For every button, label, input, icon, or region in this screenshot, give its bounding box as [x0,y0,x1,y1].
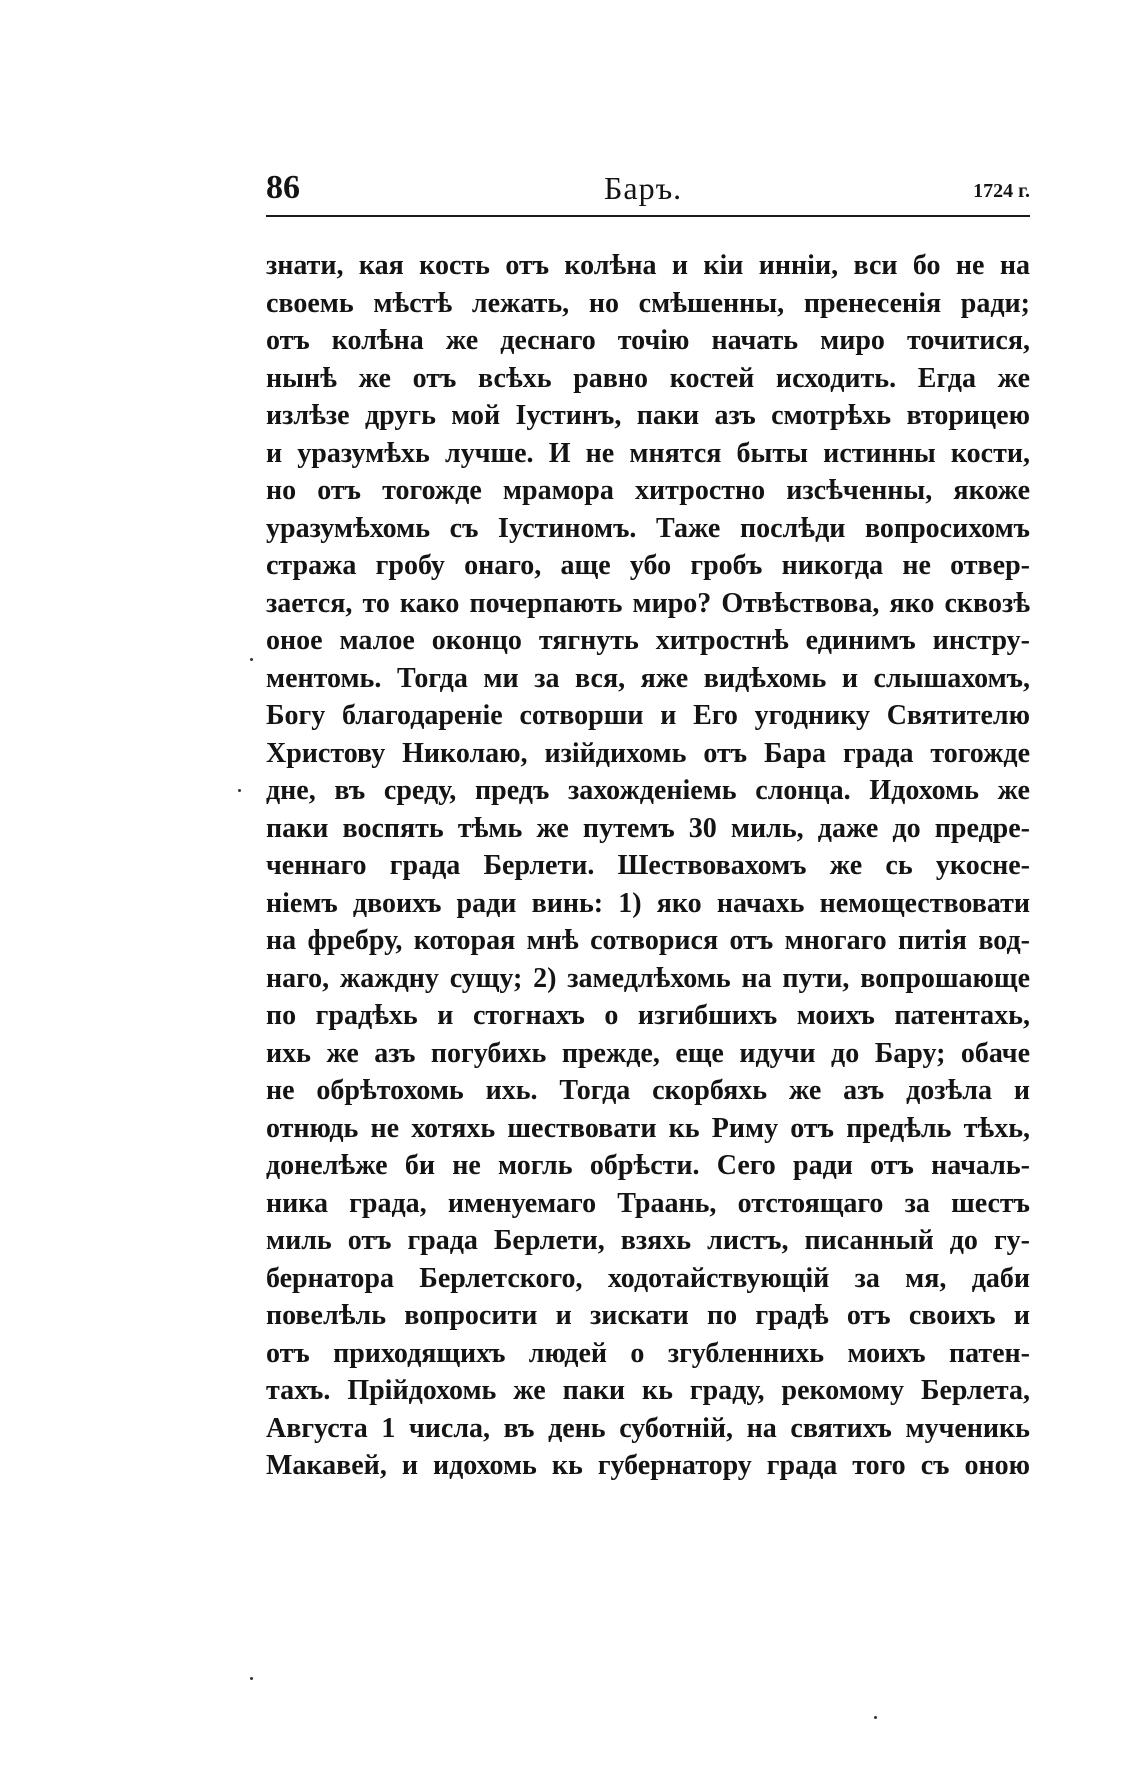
text-line: излѣзе другь мой Іустинъ, паки азъ смотрѣхь вторицею [266,400,1030,431]
text-line: ихь же азъ погубихь прежде, еще идучи до Бару; обаче [266,1037,1030,1069]
text-line: Богу благодареніе сотворши и Его угоднику Святителю [266,700,1030,731]
text-line: и уразумѣхь лучше. И не мнятся быты истинны кости, [266,437,1030,469]
scan-speck [250,1677,253,1680]
text-line: повелѣль вопросити и зискати по градѣ отъ своихъ и [266,1300,1030,1331]
scan-speck [238,789,241,792]
running-title: Баръ. [604,170,683,206]
text-line: Макавей, и идохомь кь губернатору града того съ оною [266,1450,1030,1481]
text-line: миль отъ града Берлети, взяхь листъ, писанный до гу- [266,1225,1030,1256]
text-line: бернатора Берлетского, ходотайствующій за мя, даби [266,1262,1030,1294]
text-line: на фребру, которая мнѣ сотворися отъ многаго питія вод- [266,925,1030,956]
text-line: не обрѣтохомь ихь. Тогда скорбяхь же азъ дозѣла и [266,1075,1030,1106]
text-line: отъ приходящихъ людей о згубленнихь моихъ патен- [266,1337,1030,1369]
text-line: уразумѣхомь съ Іустиномъ. Таже послѣди вопросихомъ [266,512,1030,544]
text-line: тахъ. Прійдохомь же паки кь граду, рекомому Берлета, [266,1375,1030,1406]
text-line: нынѣ же отъ всѣхь равно костей исходить. Егда же [266,362,1030,394]
text-line: знати, кая кость отъ колѣна и кіи инніи, вси бо не на [266,250,1030,281]
scan-speck [250,658,253,661]
text-line: по градѣхь и стогнахъ о изгибшихъ моихъ патентахь, [266,1000,1030,1031]
scan-speck [874,1716,877,1719]
text-line: Августа 1 числа, въ день суботній, на святихъ мученикь [266,1412,1030,1444]
text-line: дне, въ среду, предъ захожденіемь слонца. Идохомь же [266,775,1030,806]
text-line: наго, жаждну сущу; 2) замедлѣхомь на пути, вопрошающе [266,962,1030,994]
text-line: оное малое оконцо тягнуть хитростнѣ единимъ инстру- [266,625,1030,656]
text-line: своемь мѣстѣ лежать, но смѣшенны, пренесенія ради; [266,287,1030,319]
body-text [266,247,1030,1485]
page-header [266,168,1030,214]
text-line: зается, то како почерпають миро? Отвѣствова, яко сквозѣ [266,587,1030,619]
text-line: отнюдь не хотяхь шествовати кь Риму отъ предѣль тѣхь, [266,1112,1030,1144]
header-rule [266,215,1030,217]
text-line: донелѣже би не могль обрѣсти. Сего ради отъ началь- [266,1150,1030,1181]
year-marker: 1724 г. [973,180,1030,202]
text-line: отъ колѣна же деснаго точію начать миро точитися, [266,325,1030,356]
page-number: 86 [266,169,300,206]
text-line: ника града, именуемаго Траань, отстоящаго за шестъ [266,1187,1030,1219]
text-line: паки воспять тѣмь же путемъ 30 миль, даже до предре- [266,812,1030,844]
text-line: Христову Николаю, изійдихомь отъ Бара града тогожде [266,737,1030,769]
text-line: стража гробу онаго, аще убо гробъ никогда не отвер- [266,550,1030,581]
text-line: но отъ тогожде мрамора хитростно изсѣченны, якоже [266,475,1030,506]
text-line: ченнаго града Берлети. Шествовахомъ же сь укосне- [266,850,1030,881]
text-line: ніемъ двоихъ ради винь: 1) яко начахь немоществовати [266,887,1030,919]
text-line: ментомь. Тогда ми за вся, яже видѣхомь и слышахомъ, [266,662,1030,694]
